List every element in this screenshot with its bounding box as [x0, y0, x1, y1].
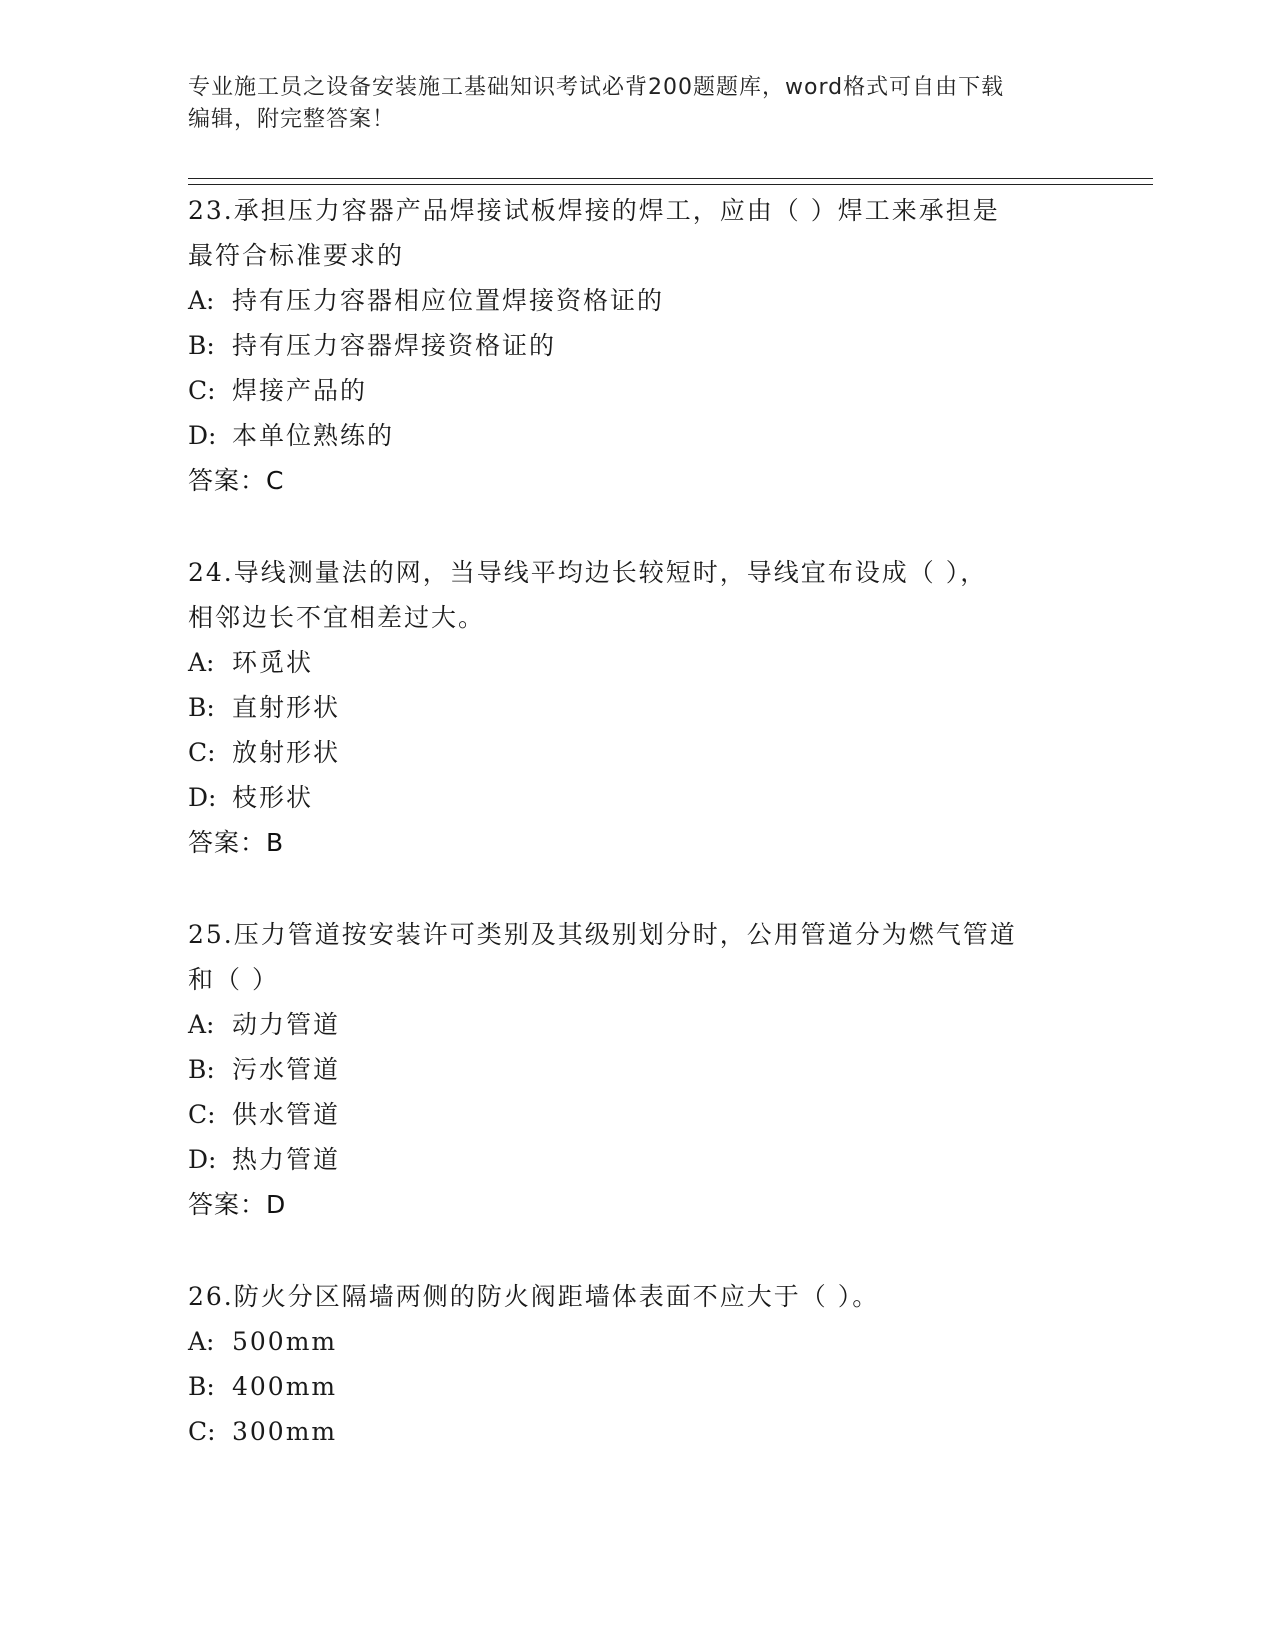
- option-letter: C:: [188, 1100, 216, 1129]
- option-text: 持有压力容器相应位置焊接资格证的: [232, 286, 665, 315]
- header-line-1: 专业施工员之设备安装施工基础知识考试必背200题题库，word格式可自由下载: [188, 75, 1005, 100]
- option-b: [188, 1047, 1088, 1092]
- option-text: 300mm: [232, 1417, 338, 1446]
- option-text: 供水管道: [232, 1100, 341, 1129]
- question-text-line-1: 24.导线测量法的网，当导线平均边长较短时，导线宜布设成（ ），: [188, 558, 988, 587]
- option-text: 500mm: [232, 1327, 338, 1356]
- option-d: [188, 775, 1088, 820]
- option-text: 400mm: [232, 1372, 338, 1401]
- option-a: [188, 1002, 1088, 1047]
- option-c: [188, 368, 1088, 413]
- question-23: [188, 188, 1088, 504]
- question-text-line-1: 23.承担压力容器产品焊接试板焊接的焊工，应由（ ）焊工来承担是: [188, 196, 1000, 225]
- answer-line: 答案：D: [188, 1190, 287, 1219]
- option-d: [188, 1137, 1088, 1182]
- question-24: [188, 550, 1088, 866]
- answer-line: 答案：B: [188, 828, 285, 857]
- option-text: 持有压力容器焊接资格证的: [232, 331, 557, 360]
- option-letter: B:: [188, 1372, 215, 1401]
- option-text: 污水管道: [232, 1055, 341, 1084]
- option-a: [188, 1319, 1088, 1364]
- question-text-line-1: 25.压力管道按安装许可类别及其级别划分时，公用管道分为燃气管道: [188, 920, 1017, 949]
- option-letter: A:: [188, 1327, 215, 1356]
- option-letter: A:: [188, 648, 215, 677]
- question-text-line-2: 最符合标准要求的: [188, 241, 405, 270]
- option-a: [188, 278, 1088, 323]
- question-text-line-1: 26.防火分区隔墙两侧的防火阀距墙体表面不应大于（ ）。: [188, 1282, 880, 1311]
- option-letter: C:: [188, 376, 216, 405]
- option-c: [188, 730, 1088, 775]
- answer-line: 答案：C: [188, 466, 285, 495]
- question-text-line-2: 相邻边长不宜相差过大。: [188, 603, 486, 632]
- header-divider: [188, 178, 1153, 185]
- question-26: [188, 1274, 1088, 1454]
- document-header: [188, 72, 1068, 136]
- option-a: [188, 640, 1088, 685]
- option-text: 环觅状: [232, 648, 314, 677]
- option-letter: D:: [188, 1145, 217, 1174]
- header-line-2: 编辑，附完整答案！: [188, 107, 396, 132]
- question-list: [188, 188, 1088, 1500]
- option-letter: C:: [188, 1417, 216, 1446]
- option-letter: B:: [188, 693, 215, 722]
- option-text: 直射形状: [232, 693, 341, 722]
- option-letter: B:: [188, 331, 215, 360]
- option-text: 热力管道: [232, 1145, 341, 1174]
- option-text: 动力管道: [232, 1010, 341, 1039]
- option-letter: A:: [188, 1010, 215, 1039]
- option-text: 本单位熟练的: [232, 421, 395, 450]
- question-text-line-2: 和（ ）: [188, 965, 279, 994]
- option-letter: A:: [188, 286, 215, 315]
- option-b: [188, 685, 1088, 730]
- option-b: [188, 1364, 1088, 1409]
- option-c: [188, 1092, 1088, 1137]
- option-letter: B:: [188, 1055, 215, 1084]
- question-25: [188, 912, 1088, 1228]
- option-text: 枝形状: [232, 783, 314, 812]
- option-b: [188, 323, 1088, 368]
- option-text: 放射形状: [232, 738, 341, 767]
- option-text: 焊接产品的: [232, 376, 368, 405]
- option-letter: D:: [188, 783, 217, 812]
- option-c: [188, 1409, 1088, 1454]
- option-letter: C:: [188, 738, 216, 767]
- option-letter: D:: [188, 421, 217, 450]
- option-d: [188, 413, 1088, 458]
